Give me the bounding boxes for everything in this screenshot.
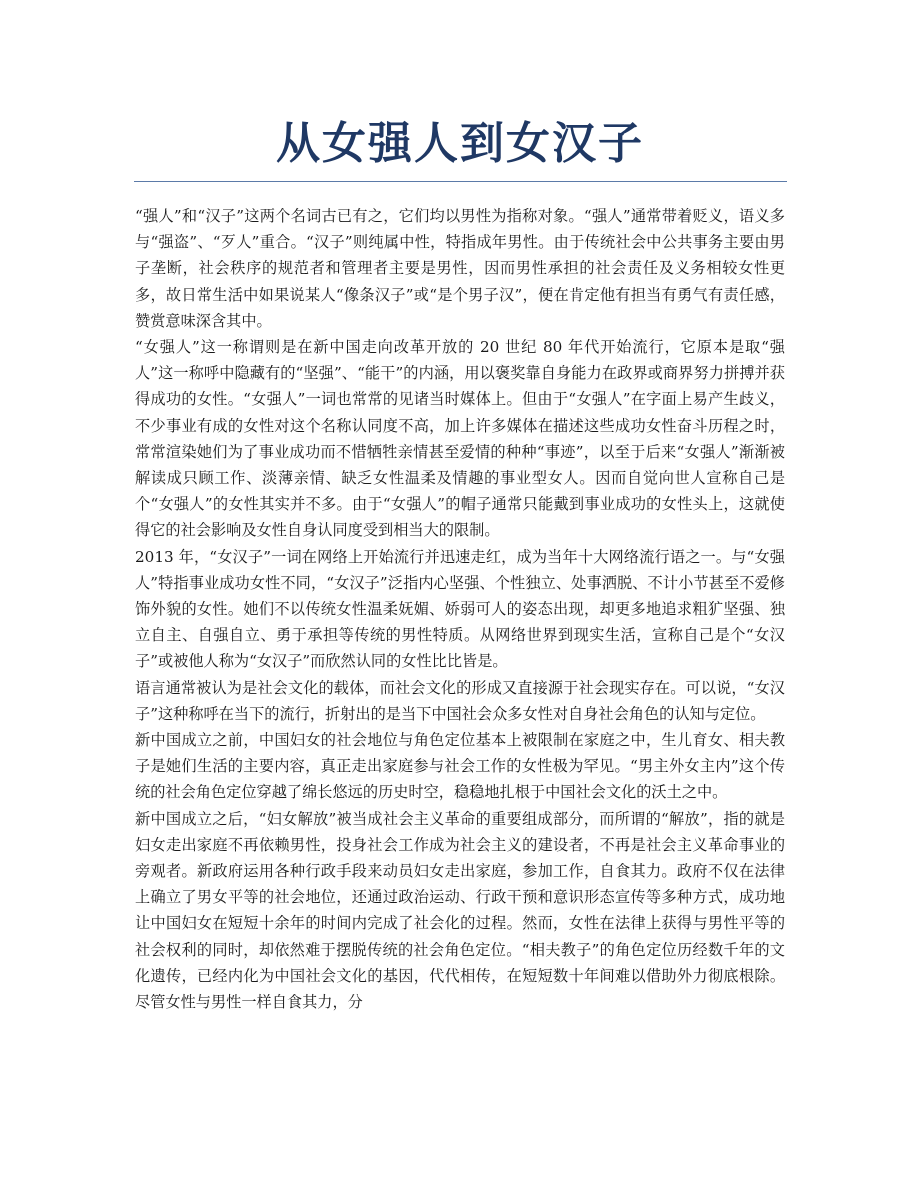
article-body <box>135 203 785 1015</box>
document-title: 从女强人到女汉子 <box>276 118 644 169</box>
paragraph: 语言通常被认为是社会文化的载体，而社会文化的形成又直接源于社会现实存在。可以说，“女汉子”这种称呼在当下的流行，折射出的是当下中国社会众多女性对自身社会角色的认知与定位。 <box>135 678 785 723</box>
paragraph: “强人”和“汉子”这两个名词古已有之，它们均以男性为指称对象。“强人”通常带着贬义，语义多与“强盗”、“歹人”重合。“汉子”则纯属中性，特指成年男性。由于传统社会中公共事务主要由男子垄断，社会秩序的规范者和管理者主要是男性，因而男性承担的社会责任及义务相较女性更多，故日常生活中如果说某人“像条汉子”或“是个男子汉”，便在肯定他有担当有勇气有责任感，赞赏意味深含其中。 <box>135 207 785 330</box>
paragraph: “女强人”这一称谓则是在新中国走向改革开放的 20 世纪 80 年代开始流行，它原本是取“强人”这一称呼中隐藏有的“坚强”、“能干”的内涵，用以褒奖靠自身能力在政界或商界努力拼搏并获得成功的女性。“女强人”一词也常常的见诸当时媒体上。但由于“女强人”在字面上易产生歧义，不少事业有成的女性对这个名称认同度不高，加上许多媒体在描述这些成功女性奋斗历程之时，常常渲染她们为了事业成功而不惜牺牲亲情甚至爱情的种种“事迹”，以至于后来“女强人”渐渐被解读成只顾工作、淡薄亲情、缺乏女性温柔及情趣的事业型女人。因而自觉向世人宣称自己是个“女强人”的女性其实并不多。由于“女强人”的帽子通常只能戴到事业成功的女性头上，这就使得它的社会影响及女性自身认同度受到相当大的限制。 <box>135 338 785 540</box>
paragraph: 新中国成立之前，中国妇女的社会地位与角色定位基本上被限制在家庭之中，生儿育女、相夫教子是她们生活的主要内容，真正走出家庭参与社会工作的女性极为罕见。“男主外女主内”这个传统的社会角色定位穿越了绵长悠远的历史时空，稳稳地扎根于中国社会文化的沃土之中。 <box>135 731 785 802</box>
paragraph: 新中国成立之后，“妇女解放”被当成社会主义革命的重要组成部分，而所谓的“解放”，指的就是妇女走出家庭不再依赖男性，投身社会工作成为社会主义的建设者，不再是社会主义革命事业的旁观者。新政府运用各种行政手段来动员妇女走出家庭，参加工作，自食其力。政府不仅在法律上确立了男女平等的社会地位，还通过政治运动、行政干预和意识形态宣传等多种方式，成功地让中国妇女在短短十余年的时间内完成了社会化的过程。然而，女性在法律上获得与男性平等的社会权利的同时，却依然难于摆脱传统的社会角色定位。“相夫教子”的角色定位历经数千年的文化遗传，已经内化为中国社会文化的基因，代代相传，在短短数十年间难以借助外力彻底根除。尽管女性与男性一样自食其力，分 <box>135 809 785 1012</box>
title-divider <box>134 181 787 182</box>
paragraph: 2013 年，“女汉子”一词在网络上开始流行并迅速走红，成为当年十大网络流行语之一。与“女强人”特指事业成功女性不同，“女汉子”泛指内心坚强、个性独立、处事洒脱、不计小节甚至不爱修饰外貌的女性。她们不以传统女性温柔妩媚、娇弱可人的姿态出现，却更多地追求粗犷坚强、独立自主、自强自立、勇于承担等传统的男性特质。从网络世界到现实生活，宣称自己是个“女汉子”或被他人称为“女汉子”而欣然认同的女性比比皆是。 <box>135 547 785 671</box>
